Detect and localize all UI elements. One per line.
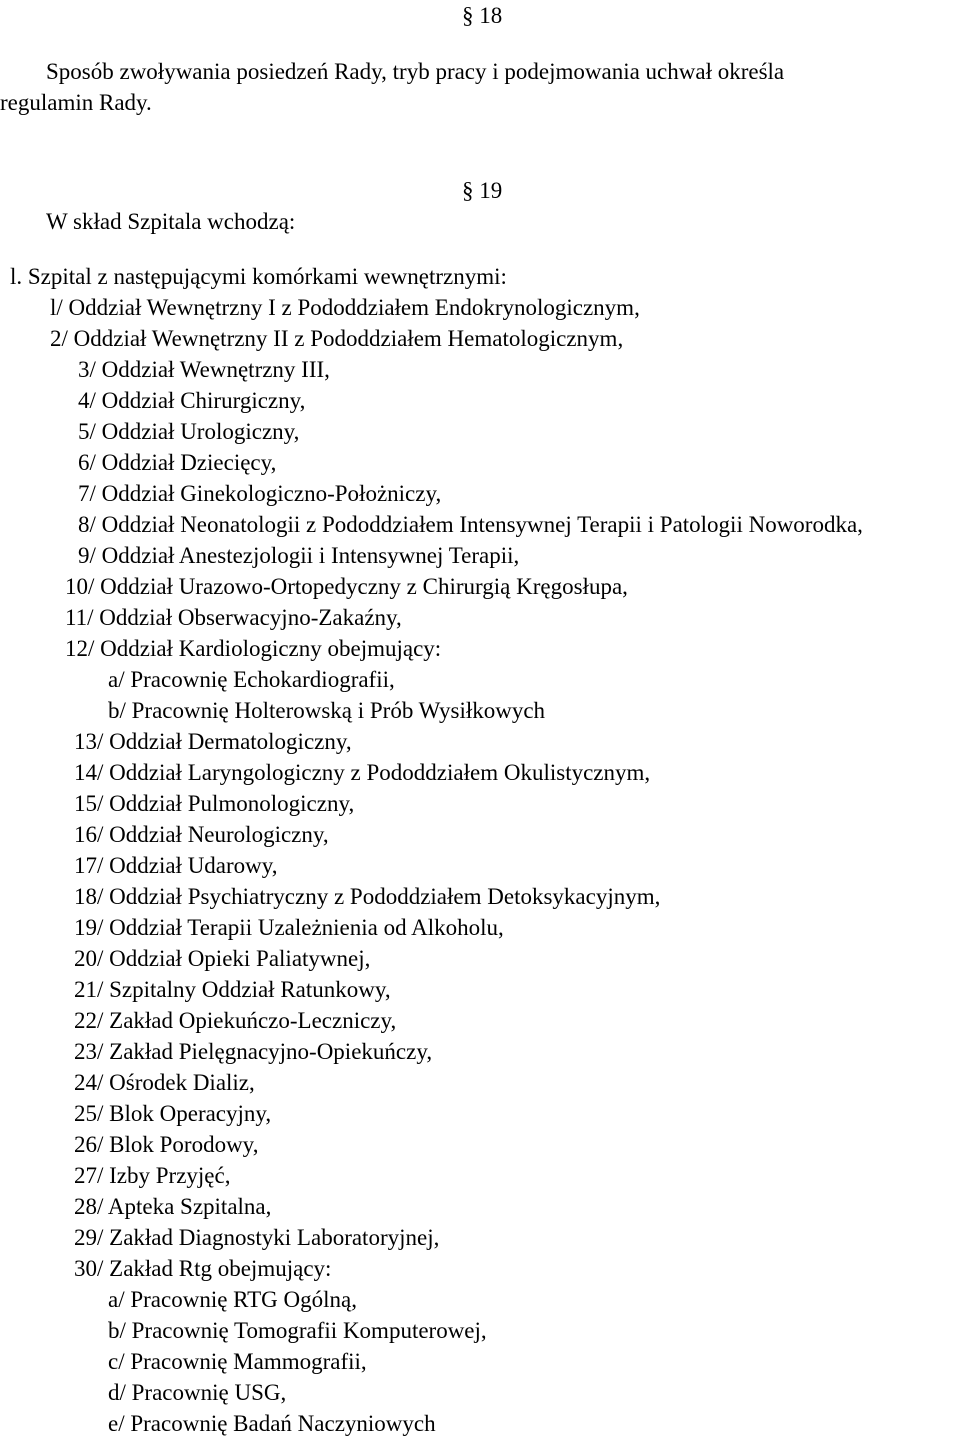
list-item: 13/ Oddział Dermatologiczny,: [74, 729, 352, 754]
list-item: 11/ Oddział Obserwacyjno-Zakaźny,: [65, 605, 402, 630]
list-item: 20/ Oddział Opieki Paliatywnej,: [74, 946, 371, 971]
list-item: 26/ Blok Porodowy,: [74, 1132, 259, 1157]
list-item: 9/ Oddział Anestezjologii i Intensywnej Terapii,: [78, 543, 520, 568]
list-item: 12/ Oddział Kardiologiczny obejmujący:: [65, 636, 442, 661]
list-item: 21/ Szpitalny Oddział Ratunkowy,: [74, 977, 391, 1002]
list-item: 5/ Oddział Urologiczny,: [78, 419, 300, 444]
list-item: 23/ Zakład Pielęgnacyjno-Opiekuńczy,: [74, 1039, 433, 1064]
section-mark-18: § 18: [462, 3, 503, 28]
list-item: 19/ Oddział Terapii Uzależnienia od Alkoholu,: [74, 915, 504, 940]
list-subitem: e/ Pracownię Badań Naczyniowych: [108, 1411, 436, 1436]
list-subitem: d/ Pracownię USG,: [108, 1380, 287, 1405]
list-subitem: a/ Pracownię Echokardiografii,: [108, 667, 395, 692]
list-item: 18/ Oddział Psychiatryczny z Pododdziałem Detoksykacyjnym,: [74, 884, 661, 909]
list-item: l/ Oddział Wewnętrzny I z Pododdziałem Endokrynologicznym,: [50, 295, 640, 320]
paragraph-line: Sposób zwoływania posiedzeń Rady, tryb pracy i podejmowania uchwał określa: [46, 59, 785, 84]
list-lead: l. Szpital z następującymi komórkami wewnętrznymi:: [10, 264, 507, 289]
list-item: 2/ Oddział Wewnętrzny II z Pododdziałem Hematologicznym,: [50, 326, 624, 351]
list-item: 22/ Zakład Opiekuńczo-Leczniczy,: [74, 1008, 397, 1033]
list-subitem: b/ Pracownię Tomografii Komputerowej,: [108, 1318, 487, 1343]
list-item: 29/ Zakład Diagnostyki Laboratoryjnej,: [74, 1225, 440, 1250]
list-item: 17/ Oddział Udarowy,: [74, 853, 278, 878]
list-item: 25/ Blok Operacyjny,: [74, 1101, 272, 1126]
list-item: 10/ Oddział Urazowo-Ortopedyczny z Chirurgią Kręgosłupa,: [65, 574, 628, 599]
section-mark-19: § 19: [462, 178, 503, 203]
list-item: 24/ Ośrodek Dializ,: [74, 1070, 255, 1095]
list-item: 28/ Apteka Szpitalna,: [74, 1194, 272, 1219]
paragraph-line: regulamin Rady.: [0, 90, 152, 115]
list-subitem: a/ Pracownię RTG Ogólną,: [108, 1287, 358, 1312]
list-item: 14/ Oddział Laryngologiczny z Pododdziałem Okulistycznym,: [74, 760, 651, 785]
list-item: 16/ Oddział Neurologiczny,: [74, 822, 329, 847]
section-intro: W skład Szpitala wchodzą:: [46, 209, 296, 234]
list-item: 27/ Izby Przyjęć,: [74, 1163, 231, 1188]
list-item: 3/ Oddział Wewnętrzny III,: [78, 357, 330, 382]
list-subitem: b/ Pracownię Holterowską i Prób Wysiłkowych: [108, 698, 546, 723]
list-subitem: c/ Pracownię Mammografii,: [108, 1349, 367, 1374]
list-item: 4/ Oddział Chirurgiczny,: [78, 388, 306, 413]
list-item: 7/ Oddział Ginekologiczno-Położniczy,: [78, 481, 442, 506]
list-item: 15/ Oddział Pulmonologiczny,: [74, 791, 355, 816]
list-item: 6/ Oddział Dziecięcy,: [78, 450, 277, 475]
list-item: 30/ Zakład Rtg obejmujący:: [74, 1256, 332, 1281]
list-item: 8/ Oddział Neonatologii z Pododdziałem Intensywnej Terapii i Patologii Noworodka,: [78, 512, 863, 537]
